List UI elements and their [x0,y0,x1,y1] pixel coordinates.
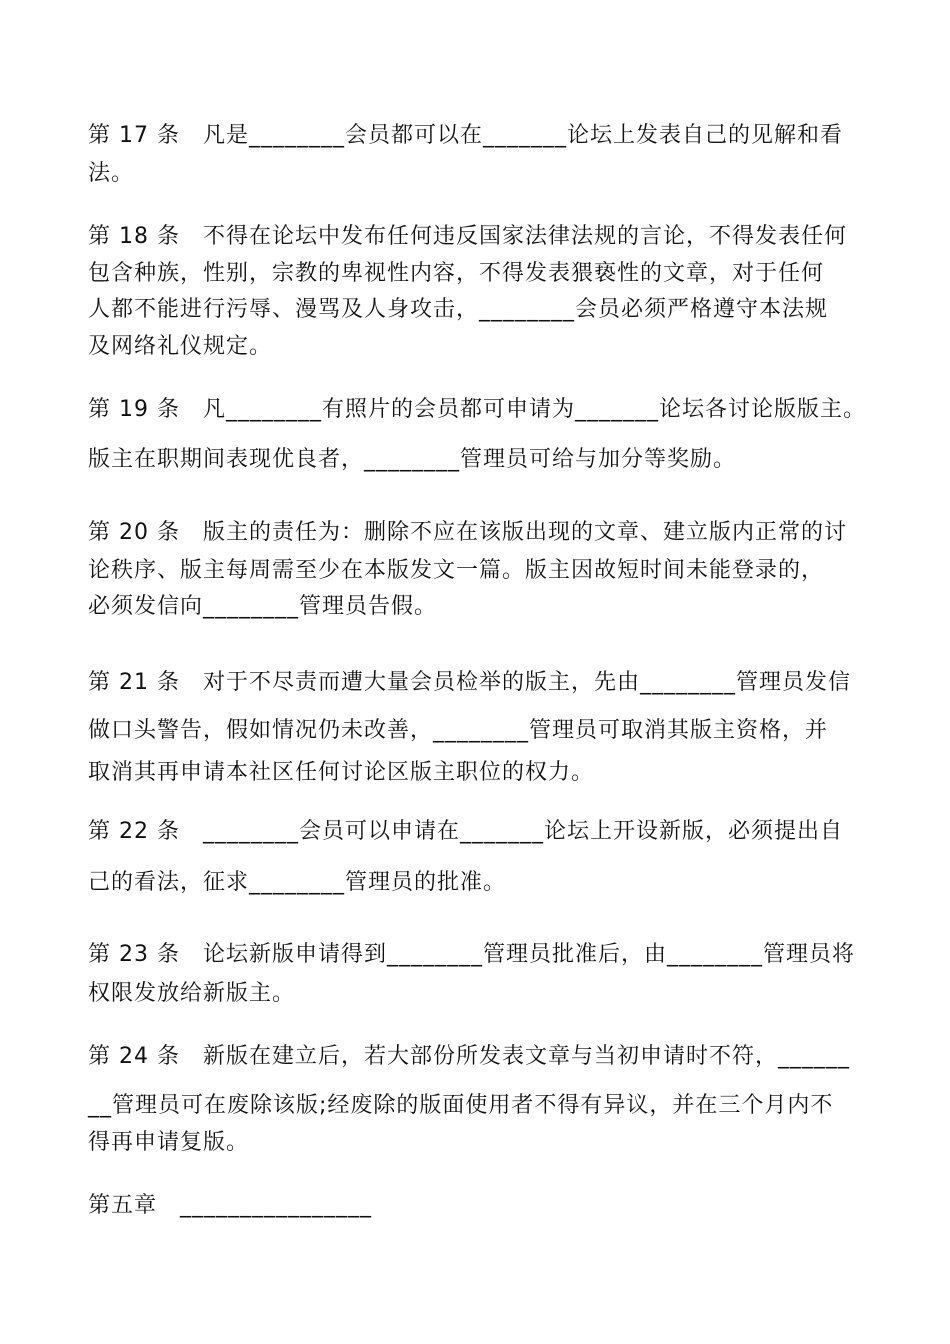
article-18-line-2: 包含种族，性别，宗教的卑视性内容，不得发表猥亵性的文章，对于任何 [88,261,825,286]
article-20-line-3: 必须发信向________管理员告假。 [88,594,438,619]
article-22-line-2: 己的看法，征求________管理员的批准。 [88,870,507,895]
article-18-line-4: 及网络礼仪规定。 [88,334,273,359]
article-17-line-2: 法。 [88,161,135,186]
article-23-line-2: 权限发放给新版主。 [88,981,296,1006]
article-24-line-3: 得再申请复版。 [88,1130,250,1155]
article-22-line-1: 第 22 条 ________会员可以申请在_______论坛上开设新版，必须提出自 [88,819,843,844]
article-19-line-1: 第 19 条 凡________有照片的会员都可申请为_______论坛各讨论版版主。 [88,397,866,422]
chapter-5-heading: 第五章 ________________ [88,1193,373,1218]
article-21-line-3: 取消其再申请本社区任何讨论区版主职位的权力。 [88,760,595,785]
article-24-line-1: 第 24 条 新版在建立后，若大部份所发表文章与当初申请时不符，______ [88,1044,850,1069]
article-20-line-1: 第 20 条 版主的责任为：删除不应在该版出现的文章、建立版内正常的讨 [88,520,847,545]
article-23-line-1: 第 23 条 论坛新版申请得到________管理员批准后，由________管理员将 [88,942,855,967]
article-20-line-2: 论秩序、版主每周需至少在本版发文一篇。版主因故短时间未能登录的， [88,558,825,583]
article-17-line-1: 第 17 条 凡是________会员都可以在_______论坛上发表自己的见解和看 [88,123,843,148]
article-21-line-1: 第 21 条 对于不尽责而遭大量会员检举的版主，先由________管理员发信 [88,670,851,695]
article-18-line-3: 人都不能进行污辱、漫骂及人身攻击，________会员必须严格遵守本法规 [88,297,829,322]
article-18-line-1: 第 18 条 不得在论坛中发布任何违反国家法律法规的言论，不得发表任何 [88,224,847,249]
article-19-line-2: 版主在职期间表现优良者，________管理员可给与加分等奖励。 [88,447,737,472]
article-24-line-2: __管理员可在废除该版;经废除的版面使用者不得有异议，并在三个月内不 [88,1093,834,1118]
article-21-line-2: 做口头警告，假如情况仍未改善，________管理员可取消其版主资格，并 [88,718,829,743]
